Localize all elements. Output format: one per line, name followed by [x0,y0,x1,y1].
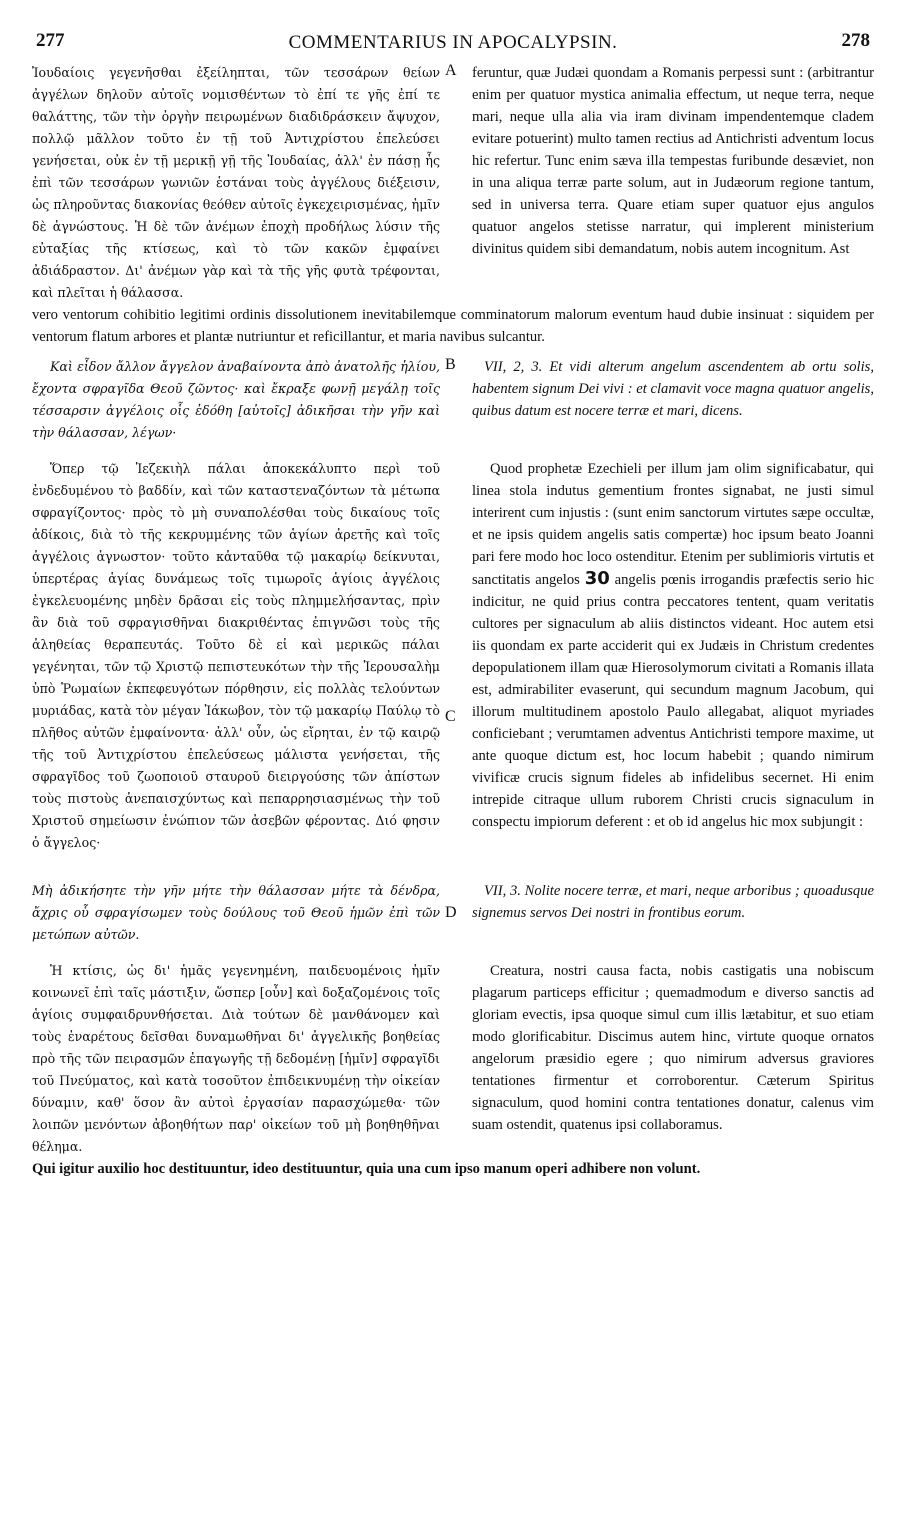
section-2 [32,356,874,444]
greek-text-5: Ἡ κτίσις, ὡς δι' ἡμᾶς γεγενημένη, παιδευομένοις ἡμῖν κοινωνεῖ ἐπὶ ταῖς μάστιξιν, ὥσπερ [οὖν] καὶ δοξαζομένοις τοῖς ἁγίοις συμφαιδρυνθήσεται. Διὰ τούτων δὲ μανθάνομεν καὶ τοὺς ἐναρέτους δεῖσθαι δυναμωθῆναι δι' ἀγγελικῆς βοηθείας πρὸ τῆς τῶν πειρασμῶν ἐπαγωγῆς τῇ δεδομένῃ [ἡμῖν] σφραγῖδι τοῦ Πνεύματος, καὶ κατὰ τοσοῦτον ἐπιδεικνυμένῃ τὴν οἰκείαν δύναμιν, καθ' ὅσον ἂν αὐτοὶ ἐργασίαν παρασχώμεθα· τῶν λοιπῶν μενόντων ἀβοηθήτων παρ' οἰκείων τοῦ μὴ βοηθηθῆναι θέλημα. [32,963,440,1154]
page-header [32,30,874,58]
section-1 [32,62,874,304]
greek-text-3: Ὅπερ τῷ Ἰεζεκιὴλ πάλαι ἀποκεκάλυπτο περὶ τοῦ ἐνδεδυμένου τὸ βαδδίν, καὶ τῶν καταστεναζόντων τὰ μέτωπα σφραγίζοντος· πρὸς τὸ μὴ συναπολέσθαι τοὺς δικαίους τοῖς ἀδίκοις, διὰ τὸ τῆς κεκρυμμένης τῶν ἁγίων ἀρετῆς καὶ τοῖς ἀγγέλοις ἀγνωστον· τοῦτο κἀνταῦθα τῷ μακαρίῳ δείκνυται, ὑπερτέρας ἁγίας δυνάμεως τοῖς τιμωροῖς ἁγίοις ἀγγέλοις ἐγκελευομένης μηδὲν δρᾶσαι εἰς τοὺς πλημμελήσαντας, πρὶν ἂν διὰ τοῦ σφραγισθῆναι διακριθέντας ἐπιγνῶσι τοὺς τῆς ἀληθείας θεραπευτάς. Τοῦτο δὲ εἰ καὶ μερικῶς πάλαι γεγένηται, τῶν τῷ Χριστῷ πεπιστευκότων τὴν τῆς Ἱερουσαλὴμ ὑπὸ Ῥωμαίων ἐκπεφευγότων πόρθησιν, εἰς πολλὰς τελούντων μυριάδας, κατὰ τὸν μέγαν Ἰάκωβον, τὸν τῷ μακαρίῳ Παύλῳ τὸ πλῆθος αὐτῶν ἐμφαίνοντα· ἀλλ' οὖν, ὡς εἴρηται, ἐν τῷ καιρῷ τῆς τοῦ Ἀντιχρίστου ἐπελεύσεως μάλιστα γενήσεται, τῆς σφραγῖδος τοῦ ζωοποιοῦ σταυροῦ διειργούσης τῶν ἀπίστων τοὺς πιστοὺς ἀνεπαισχύντως καὶ πεπαρρησιασμένως τὴν τοῦ Χριστοῦ σημείωσιν ἐνώπιον τῶν ἀσεβῶν φέροντας. Διό φησιν ὁ ἄγγελος· [32,461,440,850]
latin-full-width-1: vero ventorum cohibitio legitimi ordinis dissolutionem inevitabilemque comminatorum malorum eventum haud dubie insinuat : siquidem per ventorum flatum arbores et plantæ nutriuntur et reficillantur, et maria navibus sulcantur. [32,307,874,345]
greek-verse-4: Μὴ ἀδικήσητε τὴν γῆν μήτε τὴν θάλασσαν μήτε τὰ δένδρα, ἄχρις οὗ σφραγίσωμεν τοὺς δούλους τοῦ Θεοῦ ἡμῶν ἐπὶ τῶν μετώπων αὐτῶν. [32,883,440,942]
page-number-left: 277 [36,30,65,51]
latin-text-5: Creatura, nostri causa facta, nobis castigatis una nobiscum plagarum particeps efficitur ; quemadmodum e diverso sanctis ad gloriam evectis, ipsa quoque simul cum illis lætabitur, et suo etiam modo glorificabitur. Discimus autem hinc, virtute quoque ornatos angelorum præsidio egere ; quo nimirum adversus graviores tentationes firmentur et corroborentur. Cæterum Spiritus signaculum, quod homini contra tentationes donatur, calenus vim suam ostendit, quatenus ipsi collaboramus. [472,963,874,1133]
margin-marker-c: C [445,708,456,725]
margin-marker-d: D [445,904,457,921]
running-title: COMMENTARIUS IN APOCALYPSIN. [288,32,618,53]
latin-verse-2: VII, 2, 3. Et vidi alterum angelum ascendentem ab ortu solis, habentem signum Dei vivi : et clamavit voce magna quatuor angelis, quibus datum est nocere terræ et mari, dicens. [472,359,874,419]
section-3 [32,458,874,854]
latin-verse-4: VII, 3. Nolite nocere terræ, et mari, neque arboribus ; quoadusque signemus servos Dei nostri in frontibus eorum. [472,883,874,921]
latin-full-width-2: Qui igitur auxilio hoc destituuntur, ideo destituuntur, quia una cum ipso manum operi adhibere non volunt. [32,1161,701,1177]
margin-marker-b: B [445,356,456,373]
margin-marker-a: A [445,62,457,79]
greek-verse-2: Καὶ εἶδον ἄλλον ἄγγελον ἀναβαίνοντα ἀπὸ ἀνατολῆς ἡλίου, ἔχοντα σφραγῖδα Θεοῦ ζῶντος· καὶ ἔκραξε φωνῇ μεγάλῃ τοῖς τέσσαρσιν ἀγγέλοις οἷς ἐδόθη [αὐτοῖς] ἀδικῆσαι τὴν γῆν καὶ τὴν θάλασσαν, λέγων· [32,359,440,440]
column-number: 30 [584,568,610,589]
latin-text-3-part-b: angelis pœnis irrogandis præfectis serio hic indicitur, ne quid prius contra peccatores tentent, quam veritatis cultores per signaculum ab aliis distinctos videant. Hoc autem etsi iis quondam ex parte acciderit qui ex Judæis in Christum credentes depopulationem illam quæ Hierosolymorum civitati a Romanis illata est, admirabiliter evaserunt, qui secundum magnum Jacobum, qui illorum multitudinem apostolo Paulo allegabat, aliquot myriades conficiebant ; verumtamen adventus Antichristi tempore maxime, ut ante quoque dictum est, hoc locum habebit ; quando nimirum vivificæ crucis signum fideles ab infidelibus secernet. Hi enim intrepide citraque ullum ruborem Christi crucis signaculum in conspectu impiorum deferent : et ob id angelus hic mox subjungit : [472,572,875,830]
section-5 [32,960,874,1158]
latin-text-1: feruntur, quæ Judæi quondam a Romanis perpessi sunt : (arbitrantur enim per quatuor mystica animalia effectum, ut neque terra, neque mari, neque ulla alia via iram divinam impendentemque cladem evitare potuerint) multo tamen rectius ad Antichristi adventum locus hic refertur. Tunc enim sæva illa tempestas furibunde desæviet, non in una aliqua terræ parte solum, aut in Judæorum regione tantum, sed in universa terra. Quare etiam super quatuor ejus angulos quatuor angelos stetisse narratur, qui implerent ministerium divinitus quidem sibi demandatum, nobis autem incognitum. Ast [472,65,874,257]
latin-text-3-part-a: Quod prophetæ Ezechieli per illum jam olim significabatur, qui linea stola indutus gementium frontes signabat, ne justi simul interirent cum injustis : (sunt enim sanctorum virtutes sæpe occultæ, et ne ipsis quidem angelis satis compertæ) hoc ipsum beato Joanni pari fere modo hoc loco ostenditur. Etenim per sublimioris virtutis et sanctitatis angelos [472,461,874,588]
page [32,30,874,1180]
section-4 [32,880,874,946]
page-number-right: 278 [841,30,870,51]
latin-text-3 [472,458,874,854]
greek-text-1: Ἰουδαίοις γεγενῆσθαι ἐξείληπται, τῶν τεσσάρων θείων ἀγγέλων δηλοῦν αὐτοῖς νομισθέντων τὸ ἐπί τε γῆς ἐπί τε θαλάττης, τῶν τὴν ὀργὴν πειρωμένων διαδιδράσκειν ἄψυχον, πολλῷ μᾶλλον τοῦτο ἐν τῇ τοῦ Ἀντιχρίστου ἐπελεύσει γενήσεται, οὐκ ἐν τῇ μερικῇ γῇ τῆς Ἰουδαίας, ἀλλ' ἐν πάσῃ ἧς ἐπὶ τῶν τεσσάρων γωνιῶν ἑστάναι τοὺς ἀγγέλους διέξεισιν, ὡς πληροῦντας διακονίας θεόθεν αὐτοῖς ἐγκεχειρισμένας, ἡμῖν δὲ ἀγνώστους. Ἡ δὲ τῶν ἀνέμων ἐποχὴ προδήλως λύσιν τῆς εὐταξίας τῆς κτίσεως, καὶ τὸ τῶν κακῶν ἐμφαίνει ἀδιάδραστον. Δι' ἀνέμων γὰρ καὶ τὰ τῆς γῆς φυτὰ τρέφονται, καὶ πλεῖται ἡ θάλασσα. [32,65,440,300]
